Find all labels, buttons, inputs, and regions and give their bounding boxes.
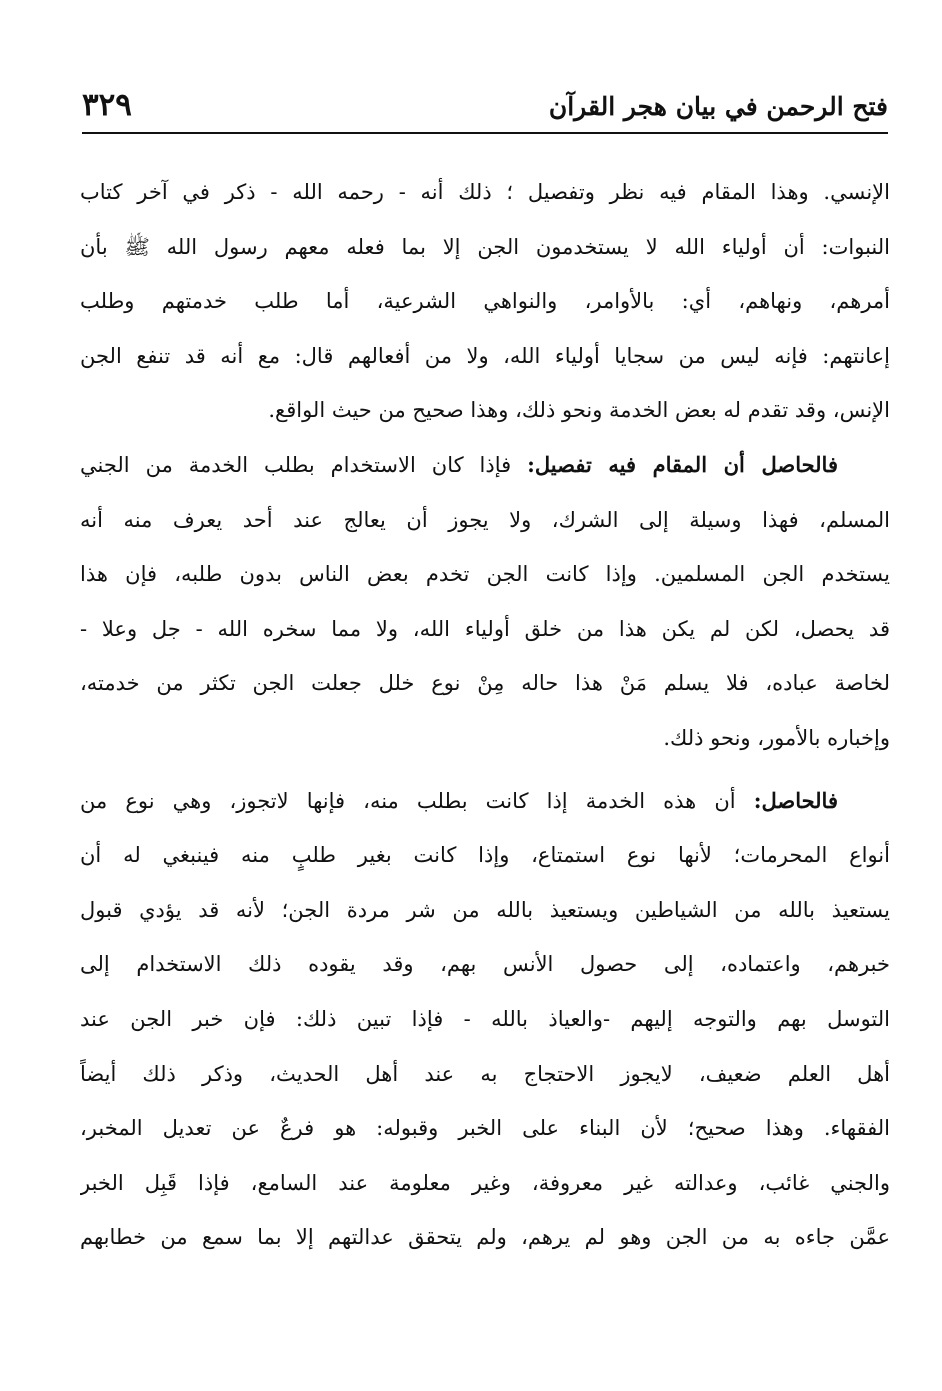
text-line: النبوات: أن أولياء الله لا يستخدمون الجن إلا بما فعله معهم رسول الله ﷺ بأن: [80, 234, 890, 259]
text-line: يستعيذ بالله من الشياطين ويستعيذ بالله من شر مردة الجن؛ لأنه قد يؤدي قبول: [80, 897, 890, 922]
text-line: عمَّن جاءه به من الجن وهو لم يرهم، ولم يتحقق عدالتهم إلا بما سمع من خطابهم: [80, 1225, 890, 1250]
text-line: الفقهاء. وهذا صحيح؛ لأن البناء على الخبر وقبوله: هو فرعٌ عن تعديل المخبر،: [80, 1116, 890, 1141]
text-line: الإنسي. وهذا المقام فيه نظر وتفصيل ؛ ذلك أنه - رحمه الله - ذكر في آخر كتاب: [80, 180, 890, 204]
main-text: [80, 165, 890, 1265]
text-line: أهل العلم ضعيف، لايجوز الاحتجاج به عند أهل الحديث، وذكر ذلك أيضاً: [80, 1061, 890, 1086]
paragraph-lead-rest: أن هذه الخدمة إذا كانت بطلب منه، فإنها لاتجوز، وهي نوع من: [80, 788, 736, 813]
text-line: لخاصة عباده، فلا يسلم مَنْ هذا حاله مِنْ نوع خلل جعلت الجن تكثر من خدمته،: [80, 671, 890, 696]
text-line: المسلم، فهذا وسيلة إلى الشرك، ولا يجوز أن يعالج عند أحد يعرف منه أنه: [80, 507, 890, 532]
text-line: قد يحصل، لكن لم يكن هذا من خلق أولياء الله، ولا مما سخره الله - جل وعلا -: [80, 616, 890, 641]
text-line: إعانتهم: فإنه ليس من سجايا أولياء الله، ولا من أفعالهم قال: مع أنه قد تنفع الجن: [80, 343, 890, 368]
paragraph-lead: فالحاصل:: [753, 787, 838, 813]
paragraph-lead: فالحاصل أن المقام فيه تفصيل:: [527, 451, 838, 477]
text-line: وإخباره بالأمور، ونحو ذلك.: [663, 725, 890, 750]
text-line: والجني غائب، وعدالته غير معروفة، وغير معلومة عند السامع، فإذا قَبِل الخبر: [80, 1170, 890, 1195]
running-header: [82, 88, 888, 134]
text-line: أنواع المحرمات؛ لأنها نوع استمتاع، وإذا كانت بغير طلبٍ منه فينبغي له أن: [80, 843, 890, 868]
book-title: فتح الرحمن في بيان هجر القرآن: [548, 92, 888, 121]
text-line: يستخدم الجن المسلمين. وإذا كانت الجن تخدم بعض الناس بدون طلبه، فإن هذا: [80, 562, 890, 587]
paragraph-first-line: [80, 774, 890, 829]
text-line: الإنس، وقد تقدم له بعض الخدمة ونحو ذلك، وهذا صحيح من حيث الواقع.: [268, 398, 890, 423]
paragraph-lead-rest: فإذا كان الاستخدام بطلب الخدمة من الجني: [80, 452, 512, 477]
paragraph-first-line: [80, 438, 890, 493]
header-rule: [82, 132, 888, 134]
page-number: ٣٢٩: [82, 87, 132, 123]
text-line: التوسل بهم والتوجه إليهم -والعياذ بالله - فإذا تبين ذلك: فإن خبر الجن عند: [80, 1006, 890, 1031]
text-line: أمرهم، ونهاهم، أي: بالأوامر، والنواهي الشرعية، أما طلب خدمتهم وطلب: [80, 289, 890, 314]
text-line: خبرهم، واعتماده، إلى حصول الأنس بهم، وقد يقوده ذلك الاستخدام إلى: [80, 952, 890, 977]
